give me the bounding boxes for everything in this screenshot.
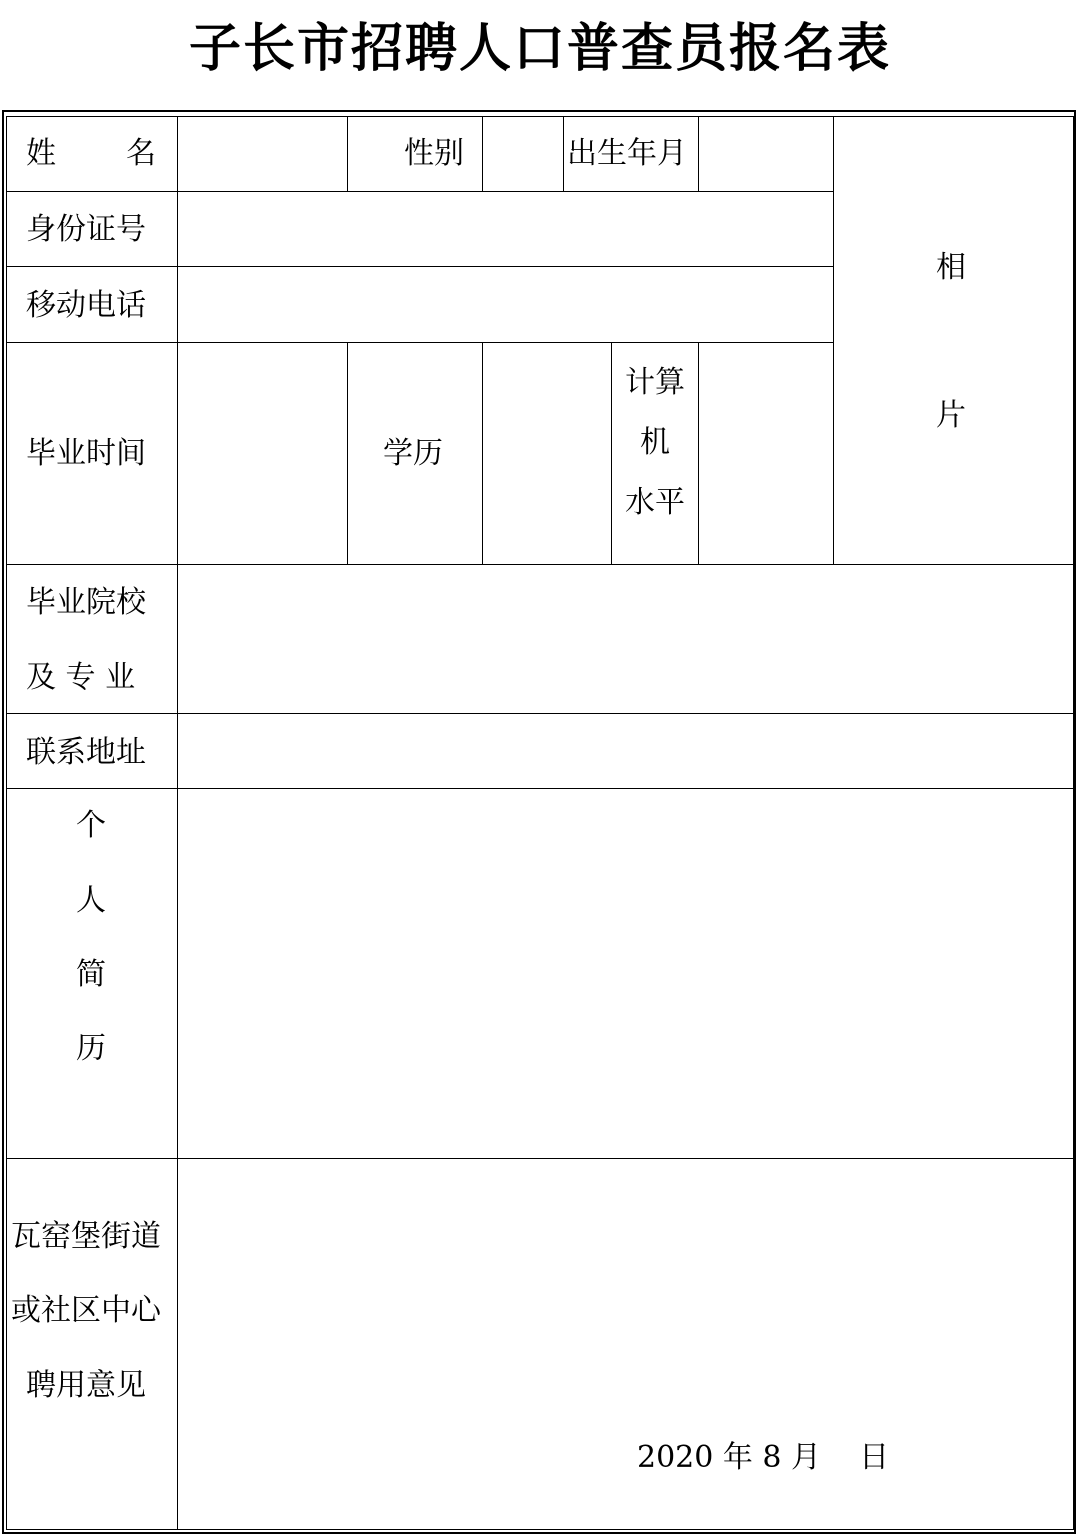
label-computer-line3: 水平 <box>625 485 685 520</box>
label-birth: 出生年月 <box>567 136 687 171</box>
label-resume-2: 人 <box>76 883 106 918</box>
label-name-first: 姓 <box>26 136 56 171</box>
col-line-birth <box>563 116 564 191</box>
row-line-2 <box>6 266 834 267</box>
date-line: 2020 年 8 月 日 <box>637 1440 890 1475</box>
label-school-line1: 毕业院校 <box>26 585 146 620</box>
label-computer-level <box>612 360 698 526</box>
label-opinion-line3: 聘用意见 <box>26 1368 146 1403</box>
label-name-second: 名 <box>126 136 156 171</box>
row-line-6 <box>6 788 1074 789</box>
page-title: 子长市招聘人口普查员报名表 <box>188 18 891 79</box>
label-photo-first: 相 <box>936 250 966 285</box>
label-school-line2: 及 专 业 <box>26 660 136 695</box>
label-computer-line2: 机 <box>640 425 670 460</box>
row-line-4 <box>6 564 1074 565</box>
label-resume-4: 历 <box>76 1031 106 1066</box>
col-line-birth-value <box>698 116 699 191</box>
label-id-number: 身份证号 <box>26 212 146 247</box>
label-graduation-time: 毕业时间 <box>26 436 146 471</box>
row-line-5 <box>6 713 1074 714</box>
col-line-label <box>177 116 178 1530</box>
col-line-computer-value <box>698 342 699 564</box>
label-computer-line1: 计算 <box>625 365 685 400</box>
label-education: 学历 <box>383 436 443 471</box>
col-line-gender <box>347 116 348 191</box>
label-opinion-line2: 或社区中心 <box>11 1293 161 1328</box>
col-line-education-value <box>482 342 483 564</box>
col-line-photo <box>833 116 834 564</box>
form-inner-border <box>6 116 1074 1530</box>
row-line-1 <box>6 191 834 192</box>
label-gender: 性别 <box>404 136 464 171</box>
label-photo-second: 片 <box>936 398 966 433</box>
row-line-3 <box>6 342 834 343</box>
row-line-7 <box>6 1158 1074 1159</box>
label-resume-1: 个 <box>76 808 106 843</box>
col-line-education <box>347 342 348 564</box>
label-opinion-line1: 瓦窑堡街道 <box>11 1219 161 1254</box>
label-mobile: 移动电话 <box>26 288 146 323</box>
label-address: 联系地址 <box>26 735 146 770</box>
col-line-gender-value <box>482 116 483 191</box>
label-resume-3: 简 <box>76 957 106 992</box>
